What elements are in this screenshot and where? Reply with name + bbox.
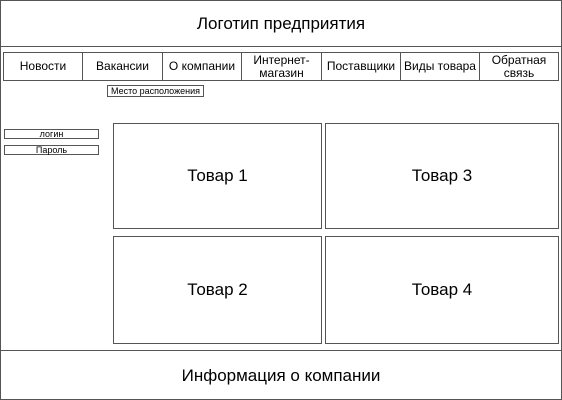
main-nav [3, 52, 559, 81]
nav-item-label: Новости [19, 59, 67, 73]
nav-item-label: Интернет- магазин [253, 52, 310, 80]
nav-item-label: О компании [168, 59, 236, 73]
header-logo[interactable] [1, 1, 561, 47]
product-card-1[interactable] [113, 123, 322, 229]
product-card-4[interactable] [325, 236, 559, 344]
logo-text: Логотип предприятия [196, 13, 366, 33]
product-title: Товар 1 [187, 166, 248, 185]
nav-item-label: Поставщики [326, 59, 396, 73]
nav-item-vacancies[interactable] [83, 53, 163, 80]
nav-item-label: Обратная связь [491, 52, 547, 80]
nav-item-about[interactable] [163, 53, 242, 80]
nav-item-suppliers[interactable] [322, 53, 401, 80]
footer-company-info [1, 350, 561, 400]
product-card-3[interactable] [325, 123, 559, 229]
product-title: Товар 3 [411, 166, 473, 185]
product-title: Товар 2 [187, 280, 248, 299]
nav-item-label: Вакансии [96, 59, 149, 73]
product-card-2[interactable] [113, 236, 322, 344]
password-field[interactable]: Пароль [4, 145, 99, 155]
product-title: Товар 4 [411, 280, 473, 299]
nav-item-feedback[interactable] [480, 53, 558, 80]
nav-item-news[interactable] [4, 53, 83, 80]
login-field[interactable]: логин [4, 129, 99, 139]
nav-item-shop[interactable] [242, 53, 322, 80]
location-link[interactable]: Место расположения [107, 85, 204, 97]
footer-text: Информация о компании [181, 365, 381, 385]
nav-item-label: Виды товара [404, 59, 476, 73]
nav-item-product-types[interactable] [401, 53, 480, 80]
